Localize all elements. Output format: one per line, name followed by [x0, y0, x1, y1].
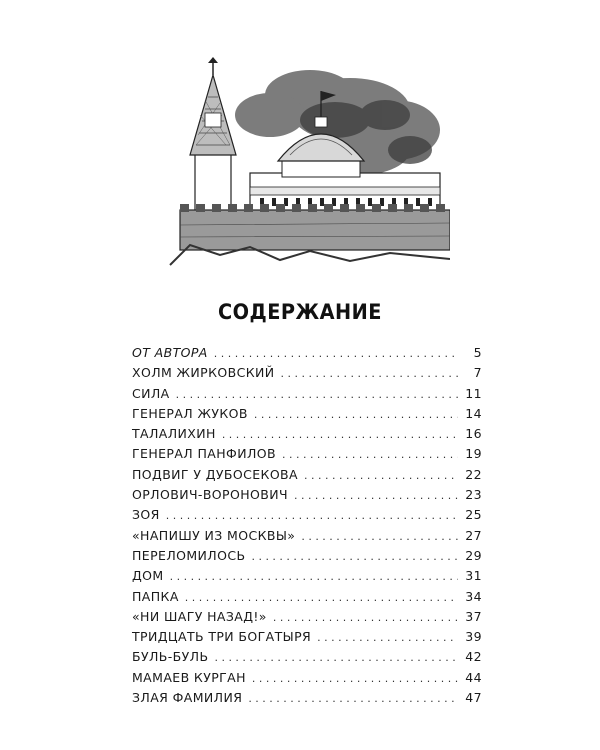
- toc-entry-label: ЗЛАЯ ФАМИЛИЯ: [132, 690, 243, 706]
- toc-entry-label: ТРИДЦАТЬ ТРИ БОГАТЫРЯ: [132, 629, 312, 645]
- toc-entry-label: ГЕНЕРАЛ ЖУКОВ: [132, 405, 248, 421]
- toc-entry: [132, 546, 482, 566]
- toc-entry-page: 37: [465, 608, 482, 624]
- toc-entry-label: ТАЛАЛИХИН: [132, 426, 216, 442]
- toc-dot-leader: [252, 669, 458, 689]
- toc-entry-page: 5: [473, 345, 482, 360]
- toc-entry-page: 39: [465, 629, 482, 645]
- toc-entry-label: ПОДВИГ У ДУБОСЕКОВА: [132, 466, 298, 482]
- toc-entry-label: МАМАЕВ КУРГАН: [132, 669, 246, 685]
- toc-entry-page: 27: [465, 527, 482, 543]
- toc-entry-page: 16: [465, 426, 482, 442]
- toc-entry-page: 47: [465, 690, 482, 706]
- toc-dot-leader: [281, 364, 458, 384]
- toc-entry-page: 44: [465, 669, 482, 685]
- toc-entry: [132, 343, 482, 363]
- toc-dot-leader: [294, 486, 458, 506]
- toc-entry: [132, 688, 482, 708]
- toc-dot-leader: [251, 547, 458, 567]
- toc-entry-label: ОРЛОВИЧ-ВОРОНОВИЧ: [132, 487, 288, 503]
- toc-dot-leader: [248, 689, 458, 709]
- toc-entry-page: 25: [465, 507, 482, 523]
- toc-entry: [132, 647, 482, 667]
- toc-entry: [132, 627, 482, 647]
- toc-entry: [132, 444, 482, 464]
- toc-entry: [132, 424, 482, 444]
- toc-entry-page: 34: [465, 588, 482, 604]
- toc-entry: [132, 404, 482, 424]
- toc-entry-page: 14: [465, 405, 482, 421]
- toc-entry-label: «НАПИШУ ИЗ МОСКВЫ»: [132, 527, 296, 543]
- toc-entry-page: 29: [465, 547, 482, 563]
- toc-dot-leader: [273, 608, 458, 628]
- toc-entry: [132, 607, 482, 627]
- toc-entry-label: БУЛЬ-БУЛЬ: [132, 649, 209, 665]
- toc-dot-leader: [304, 466, 458, 486]
- toc-entry-page: 19: [465, 446, 482, 462]
- toc-dot-leader: [166, 506, 458, 526]
- toc-entry: [132, 566, 482, 586]
- toc-entry-page: 11: [465, 385, 482, 401]
- toc-entry-label: ПАПКА: [132, 588, 179, 604]
- toc-entry: [132, 505, 482, 525]
- toc-entry: [132, 465, 482, 485]
- toc-entry-label: ПЕРЕЛОМИЛОСЬ: [132, 547, 246, 563]
- toc-entry: [132, 526, 482, 546]
- toc-dot-leader: [317, 628, 458, 648]
- toc-dot-leader: [176, 385, 458, 405]
- page-title: СОДЕРЖАНИЕ: [218, 300, 382, 324]
- toc-dot-leader: [214, 648, 458, 668]
- toc-entry: [132, 587, 482, 607]
- table-of-contents: [132, 343, 482, 708]
- kremlin-illustration: [160, 55, 450, 270]
- toc-entry-label: ЗОЯ: [132, 507, 160, 523]
- toc-entry: [132, 485, 482, 505]
- toc-dot-leader: [170, 567, 458, 587]
- toc-entry: [132, 384, 482, 404]
- toc-dot-leader: [222, 425, 458, 445]
- toc-entry-label: ГЕНЕРАЛ ПАНФИЛОВ: [132, 446, 276, 462]
- toc-entry-label: ОТ АВТОРА: [132, 345, 208, 360]
- toc-entry-page: 42: [465, 649, 482, 665]
- toc-entry-label: ХОЛМ ЖИРКОВСКИЙ: [132, 365, 275, 381]
- toc-dot-leader: [301, 527, 458, 547]
- toc-entry-label: ДОМ: [132, 568, 164, 584]
- toc-entry-label: «НИ ШАГУ НАЗАД!»: [132, 608, 267, 624]
- toc-dot-leader: [185, 588, 458, 608]
- toc-entry: [132, 668, 482, 688]
- toc-entry-page: 22: [465, 466, 482, 482]
- toc-entry: [132, 363, 482, 383]
- toc-entry-label: СИЛА: [132, 385, 170, 401]
- toc-entry-page: 31: [465, 568, 482, 584]
- toc-dot-leader: [254, 405, 458, 425]
- toc-dot-leader: [282, 445, 458, 465]
- toc-entry-page: 23: [465, 487, 482, 503]
- toc-entry-page: 7: [473, 365, 482, 381]
- toc-dot-leader: [214, 344, 458, 364]
